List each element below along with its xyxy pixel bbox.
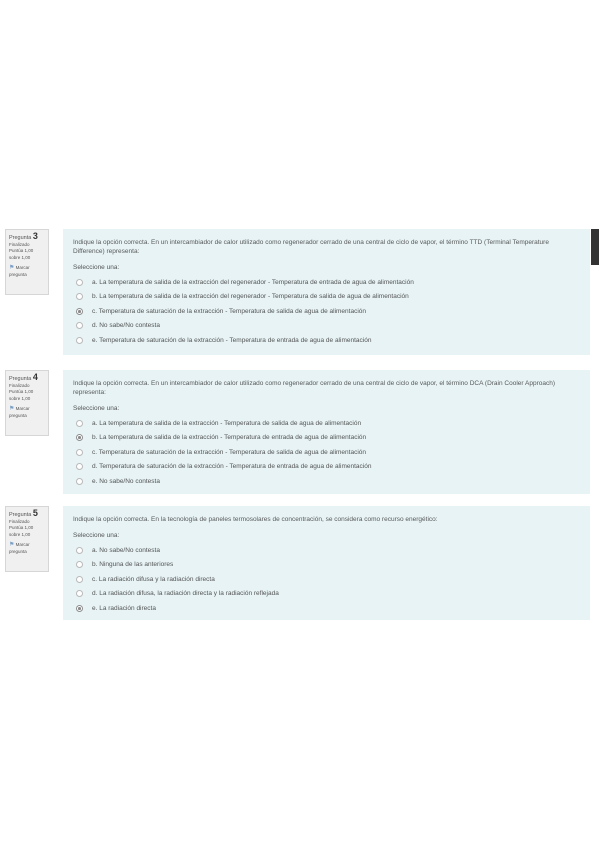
question-points: Puntúa 1,00 sobre 1,00 [9, 248, 34, 260]
flag-question-link[interactable]: ⚑ Marcar pregunta [9, 406, 30, 418]
question-info-panel [5, 506, 49, 572]
flag-icon: ⚑ [9, 542, 15, 548]
question-number: Pregunta 3 [9, 231, 38, 241]
flag-question-link[interactable]: ⚑ Marcar pregunta [9, 265, 30, 277]
radio-button[interactable] [76, 576, 83, 583]
answer-option[interactable]: a. La temperatura de salida de la extracción del regenerador - Temperatura de entrada de agua de alimentación [73, 275, 580, 290]
answer-option[interactable]: d. La radiación difusa, la radiación directa y la radiación reflejada [73, 587, 580, 602]
answer-option[interactable]: e. No sabe/No contesta [73, 474, 580, 489]
answer-option[interactable]: d. Temperatura de saturación de la extracción - Temperatura de entrada de agua de alimentación [73, 460, 580, 475]
answer-option[interactable]: c. Temperatura de saturación de la extracción - Temperatura de salida de agua de alimentación [73, 304, 580, 319]
question-content [63, 229, 590, 355]
radio-button[interactable] [76, 561, 83, 568]
radio-button-selected[interactable] [76, 308, 83, 315]
radio-button-selected[interactable] [76, 605, 83, 612]
question-status: Finalizado [9, 382, 30, 388]
question-text: Indique la opción correcta. En un intercambiador de calor utilizado como regenerador cerrado de una central de ciclo de vapor, el término DCA (Drain Cooler Approach) representa: [73, 380, 555, 396]
question-info-panel [5, 370, 49, 436]
question-number: Pregunta 5 [9, 508, 38, 518]
radio-button[interactable] [76, 547, 83, 554]
radio-button[interactable] [76, 420, 83, 427]
radio-button[interactable] [76, 478, 83, 485]
question-status: Finalizado [9, 518, 30, 524]
question-status: Finalizado [9, 241, 30, 247]
flag-question-link[interactable]: ⚑ Marcar pregunta [9, 542, 30, 554]
answer-option[interactable]: c. La radiación difusa y la radiación directa [73, 572, 580, 587]
answer-option[interactable]: e. Temperatura de saturación de la extracción - Temperatura de entrada de agua de alimentación [73, 333, 580, 348]
question-points: Puntúa 1,00 sobre 1,00 [9, 525, 34, 537]
radio-button[interactable] [76, 337, 83, 344]
flag-icon: ⚑ [9, 265, 15, 271]
answer-option[interactable]: e. La radiación directa [73, 601, 580, 616]
radio-button[interactable] [76, 322, 83, 329]
radio-button[interactable] [76, 590, 83, 597]
radio-button[interactable] [76, 279, 83, 286]
question-content [63, 506, 590, 620]
radio-button[interactable] [76, 293, 83, 300]
radio-button-selected[interactable] [76, 434, 83, 441]
answer-prompt: Seleccione una: [73, 405, 120, 412]
radio-button[interactable] [76, 449, 83, 456]
flag-icon: ⚑ [9, 406, 15, 412]
radio-button[interactable] [76, 463, 83, 470]
drawer-toggle-tab[interactable] [591, 229, 599, 265]
answer-option[interactable]: a. La temperatura de salida de la extracción - Temperatura de salida de agua de alimentación [73, 416, 580, 431]
answer-option[interactable]: b. Ninguna de las anteriores [73, 558, 580, 573]
question-info-panel [5, 229, 49, 295]
answer-option[interactable]: c. Temperatura de saturación de la extracción - Temperatura de salida de agua de alimentación [73, 445, 580, 460]
question-text: Indique la opción correcta. En la tecnología de paneles termosolares de concentración, se considera como recurso energético: [73, 516, 438, 523]
question-text: Indique la opción correcta. En un intercambiador de calor utilizado como regenerador cerrado de una central de ciclo de vapor, el término TTD (Terminal Temperature Difference) representa: [73, 239, 549, 255]
question-content [63, 370, 590, 494]
question-points: Puntúa 1,00 sobre 1,00 [9, 389, 34, 401]
answer-option[interactable]: b. La temperatura de salida de la extracción - Temperatura de entrada de agua de alimentación [73, 431, 580, 446]
answer-prompt: Seleccione una: [73, 264, 120, 271]
question-number: Pregunta 4 [9, 372, 38, 382]
answer-option[interactable]: b. La temperatura de salida de la extracción del regenerador - Temperatura de salida de agua de alimentación [73, 290, 580, 305]
answer-prompt: Seleccione una: [73, 532, 120, 539]
answer-option[interactable]: a. No sabe/No contesta [73, 543, 580, 558]
answer-option[interactable]: d. No sabe/No contesta [73, 319, 580, 334]
